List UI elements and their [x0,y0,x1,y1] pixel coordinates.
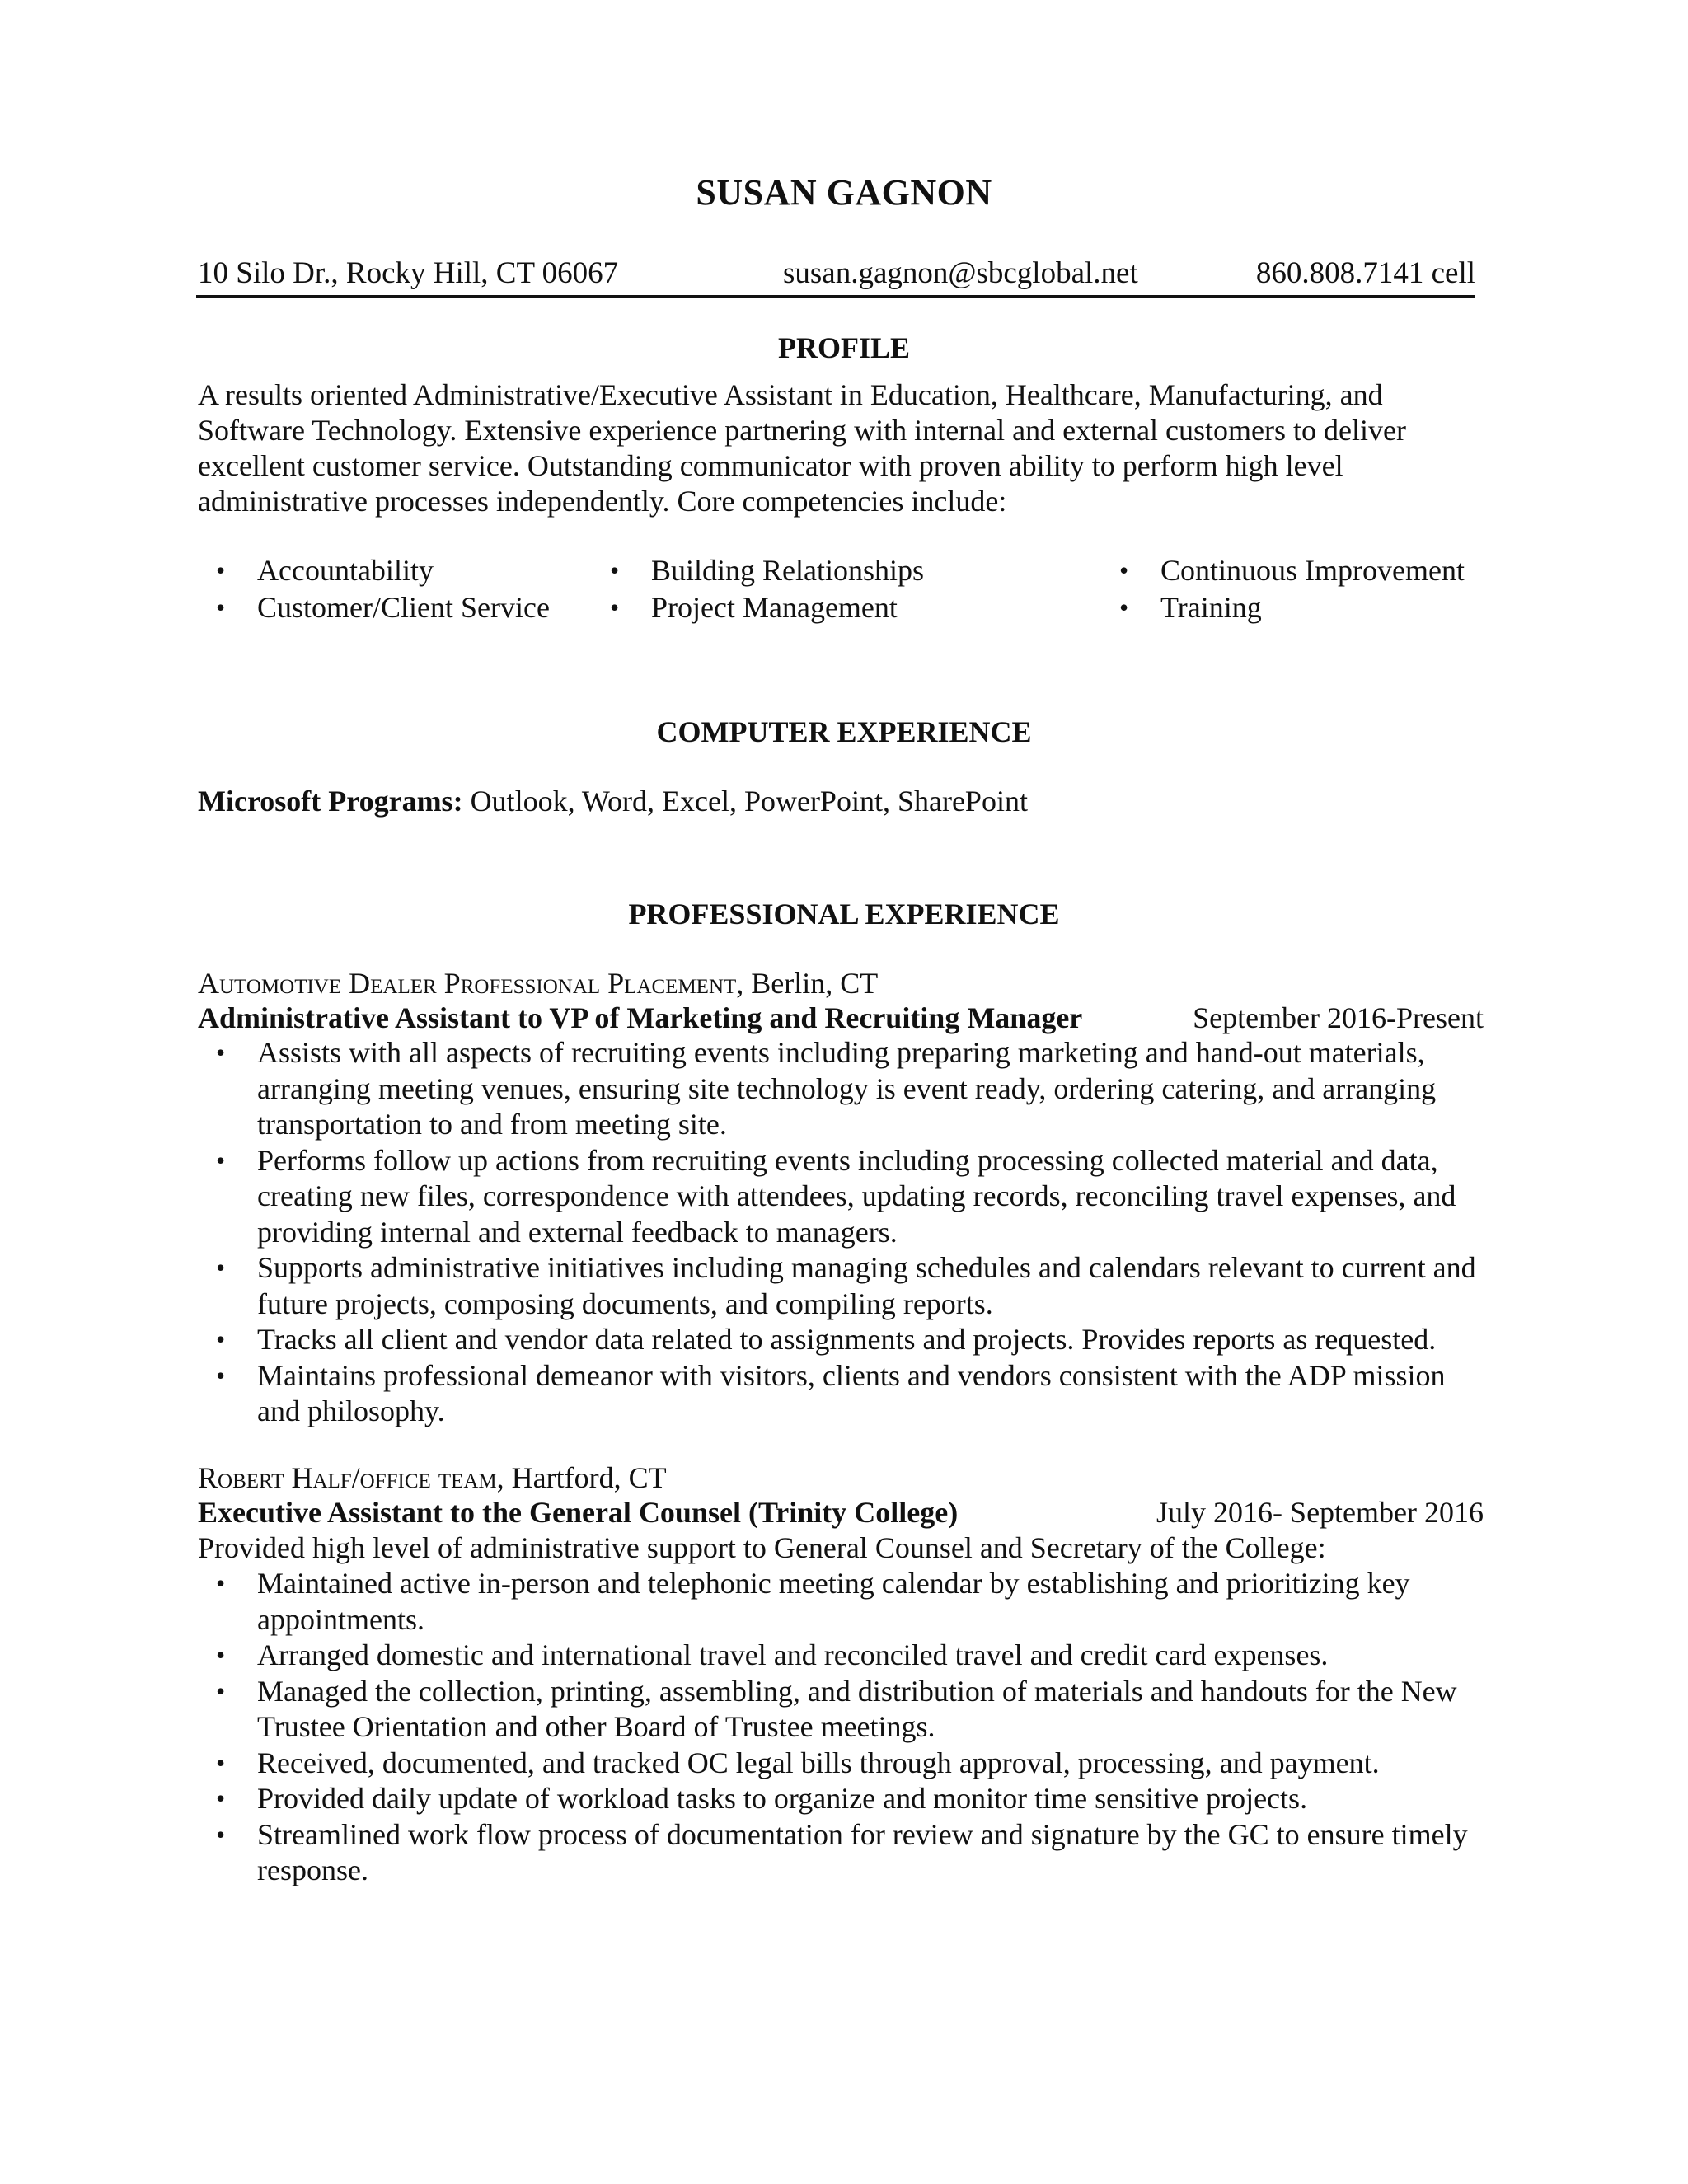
competency-list-col2 [592,552,924,626]
competency-item: • Accountability [198,552,550,589]
competency-item: • Continuous Improvement [1101,552,1465,589]
job-duties [198,1035,1492,1430]
company-name: Automotive Dealer Professional Placement [198,967,737,1000]
contact-phone: 860.808.7141 cell [1255,256,1475,290]
computer-programs-list: Outlook, Word, Excel, PowerPoint, SharePoint [462,785,1028,818]
contact-address: 10 Silo Dr., Rocky Hill, CT 06067 [198,256,619,290]
duty-item: • Managed the collection, printing, assembling, and distribution of materials and handouts for the New Trustee Orientation and other Board of Trustee meetings. [198,1674,1492,1746]
duty-item: • Performs follow up actions from recruiting events including processing collected material and data, creating new files, correspondence with attendees, updating records, reconciling travel expenses, and providing internal and external feedback to managers. [198,1143,1492,1251]
duty-item: • Received, documented, and tracked OC legal bills through approval, processing, and payment. [198,1746,1492,1782]
job-title-line [198,1495,1484,1531]
competency-list-col3 [1101,552,1465,626]
computer-heading: COMPUTER EXPERIENCE [656,715,1032,748]
job-title-line [198,1001,1484,1037]
job-company [198,966,878,1001]
competency-list-col1 [198,552,550,626]
job-duties [198,1566,1492,1889]
duty-item: • Tracks all client and vendor data related to assignments and projects. Provides reports as requested. [198,1322,1492,1358]
competency-item: • Building Relationships [592,552,924,589]
competency-item: • Customer/Client Service [198,589,550,626]
competency-item: • Project Management [592,589,924,626]
duty-item: • Maintains professional demeanor with visitors, clients and vendors consistent with the ADP mission and philosophy. [198,1358,1492,1430]
job-dates: July 2016- September 2016 [1156,1496,1484,1529]
job-intro: Provided high level of administrative support to General Counsel and Secretary of the College: [198,1531,1326,1564]
company-name: Robert Half/office team [198,1461,497,1494]
computer-programs-label: Microsoft Programs: [198,785,463,818]
job-title: Administrative Assistant to VP of Marketing and Recruiting Manager [198,1001,1083,1034]
job-title: Executive Assistant to the General Counsel (Trinity College) [198,1496,959,1529]
company-location: , Berlin, CT [736,967,879,1000]
duty-item: • Streamlined work flow process of documentation for review and signature by the GC to ensure timely response. [198,1817,1492,1889]
duty-item: • Assists with all aspects of recruiting events including preparing marketing and hand-out materials, arranging meeting venues, ensuring site technology is event ready, ordering catering, and arranging transportation to and from meeting site. [198,1035,1492,1143]
company-location: , Hartford, CT [496,1461,667,1494]
job-company [198,1460,667,1495]
profile-heading: PROFILE [777,331,910,364]
computer-programs [198,784,1028,818]
duty-item: • Supports administrative initiatives including managing schedules and calendars relevant to current and future projects, composing documents, and compiling reports. [198,1250,1492,1322]
contact-email: susan.gagnon@sbcglobal.net [783,256,1138,290]
job-dates: September 2016-Present [1193,1001,1484,1034]
duty-item: • Provided daily update of workload tasks to organize and monitor time sensitive projects. [198,1781,1492,1817]
competency-item: • Training [1101,589,1465,626]
contact-line [196,252,1475,298]
duty-item: • Arranged domestic and international travel and reconciled travel and credit card expenses. [198,1638,1492,1674]
experience-heading: PROFESSIONAL EXPERIENCE [628,898,1060,930]
duty-item: • Maintained active in-person and telephonic meeting calendar by establishing and prioritizing key appointments. [198,1566,1492,1638]
profile-summary: A results oriented Administrative/Executive Assistant in Education, Healthcare, Manufacturing, and Software Technology. Extensive experience partnering with internal and external customers to deliver excellent customer service. Outstanding communicator with proven ability to perform high level administrative processes independently. Core competencies include: [198,378,1406,518]
applicant-name: SUSAN GAGNON [696,172,992,213]
